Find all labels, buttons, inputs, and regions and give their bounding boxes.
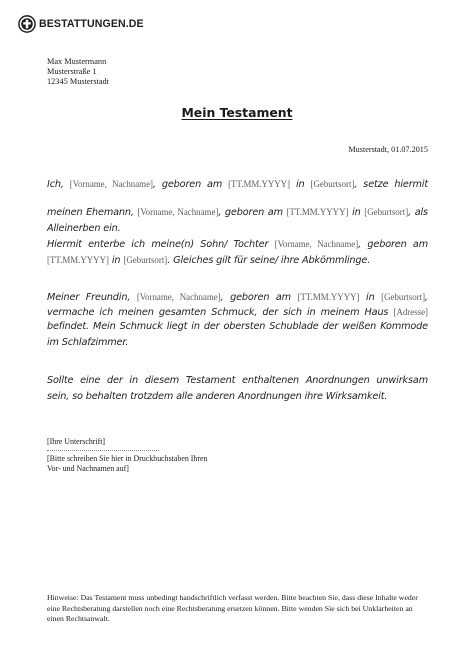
text-segment: , geboren am — [152, 179, 223, 190]
sender-street: Musterstraße 1 — [47, 66, 97, 76]
placeholder-name: [Vorname, Nachname] — [69, 179, 153, 189]
paragraph2-line4 — [47, 336, 428, 350]
paragraph2-line3 — [47, 320, 428, 334]
brand-name: BESTATTUNGEN.DE — [39, 18, 144, 30]
text-segment: im Schlafzimmer. — [47, 337, 129, 348]
paragraph1-line4 — [47, 237, 428, 252]
placeholder-date: [TT.MM.YYYY] — [297, 292, 360, 302]
text-segment: in — [352, 207, 361, 218]
placeholder-birthplace: [Geburtsort] — [123, 255, 168, 265]
text-segment: Alleinerben ein. — [47, 223, 121, 234]
bestattungen-logo-icon — [18, 15, 36, 33]
text-segment: sein, so behalten trotzdem alle anderen Anordnungen ihre Wirksamkeit. — [47, 391, 388, 402]
text-segment: befindet. Mein Schmuck liegt in der obersten Schublade der weißen Kommode — [47, 321, 428, 332]
text-segment: . Gleiches gilt für seine/ ihre Abkömmlinge. — [167, 255, 371, 266]
sender-name: Max Mustermann — [47, 57, 107, 66]
signature-label: [Ihre Unterschrift] — [47, 437, 106, 446]
placeholder-birthplace: [Geburtsort] — [381, 292, 426, 302]
legal-notice-line1: Hinweise: Das Testament muss unbedingt handschriftlich verfasst werden. Bitte beachten Sie, dass diese Inhalte weder — [47, 593, 418, 602]
legal-notice-line3: einen Rechtsanwalt. — [47, 614, 110, 624]
paragraph2-line1 — [47, 290, 428, 305]
placeholder-date: [TT.MM.YYYY] — [286, 207, 349, 217]
place-date: Musterstadt, 01.07.2015 — [348, 145, 428, 154]
placeholder-name: [Vorname, Nachname] — [137, 207, 219, 217]
paragraph1-line3 — [47, 222, 428, 236]
signature-hint-line2: Vor- und Nachnamen auf] — [47, 463, 129, 473]
text-segment: Meiner Freundin, — [47, 292, 131, 303]
placeholder-address: [Adresse] — [393, 307, 428, 317]
signature-hint — [47, 454, 207, 473]
paragraph2-line2 — [47, 305, 428, 320]
paragraph1-line2 — [47, 205, 428, 220]
placeholder-date: [TT.MM.YYYY] — [228, 179, 291, 189]
placeholder-birthplace: [Geburtsort] — [310, 179, 355, 189]
text-segment: in — [296, 179, 305, 190]
text-segment: , — [425, 292, 428, 303]
text-segment: vermache ich meinen gesamten Schmuck, der sich in meinem Haus — [47, 307, 389, 318]
brand-logo[interactable] — [18, 15, 144, 33]
text-segment: Hiermit enterbe ich meine(n) Sohn/ Tochter — [47, 239, 269, 250]
text-segment: in — [366, 292, 375, 303]
sender-address — [47, 57, 109, 87]
document-title: Mein Testament — [181, 105, 293, 120]
signature-hint-line1: [Bitte schreiben Sie hier in Druckbuchstaben Ihren — [47, 454, 208, 463]
paragraph1-line1 — [47, 177, 428, 192]
text-segment: Sollte eine der in diesem Testament enthaltenen Anordnungen unwirksam — [47, 375, 428, 386]
text-segment: , setze hiermit — [354, 179, 429, 190]
legal-notice — [47, 593, 418, 625]
placeholder-birthplace: [Geburtsort] — [364, 207, 409, 217]
legal-notice-line2: eine Rechtsberatung darstellen noch eine Rechtsberatung ersetzen können. Bitte wenden Sie sich bei Unklarheiten an — [47, 603, 413, 613]
text-segment: in — [111, 255, 121, 266]
document-title-wrap — [0, 105, 474, 120]
text-segment: , als — [408, 207, 428, 218]
text-segment: , geboren am — [358, 239, 428, 250]
placeholder-date: [TT.MM.YYYY] — [47, 255, 109, 265]
sender-city: 12345 Musterstadt — [47, 76, 109, 86]
paragraph3-line1 — [47, 374, 428, 388]
text-segment: meinen Ehemann, — [47, 207, 134, 218]
text-segment: , geboren am — [218, 207, 283, 218]
paragraph3-line2 — [47, 390, 428, 404]
placeholder-name: [Vorname, Nachname] — [136, 292, 221, 302]
text-segment: , geboren am — [220, 292, 291, 303]
paragraph1-line5 — [47, 253, 428, 268]
placeholder-name: [Vorname, Nachname] — [274, 239, 359, 249]
signature-line — [47, 444, 159, 451]
text-segment: Ich, — [47, 179, 64, 190]
